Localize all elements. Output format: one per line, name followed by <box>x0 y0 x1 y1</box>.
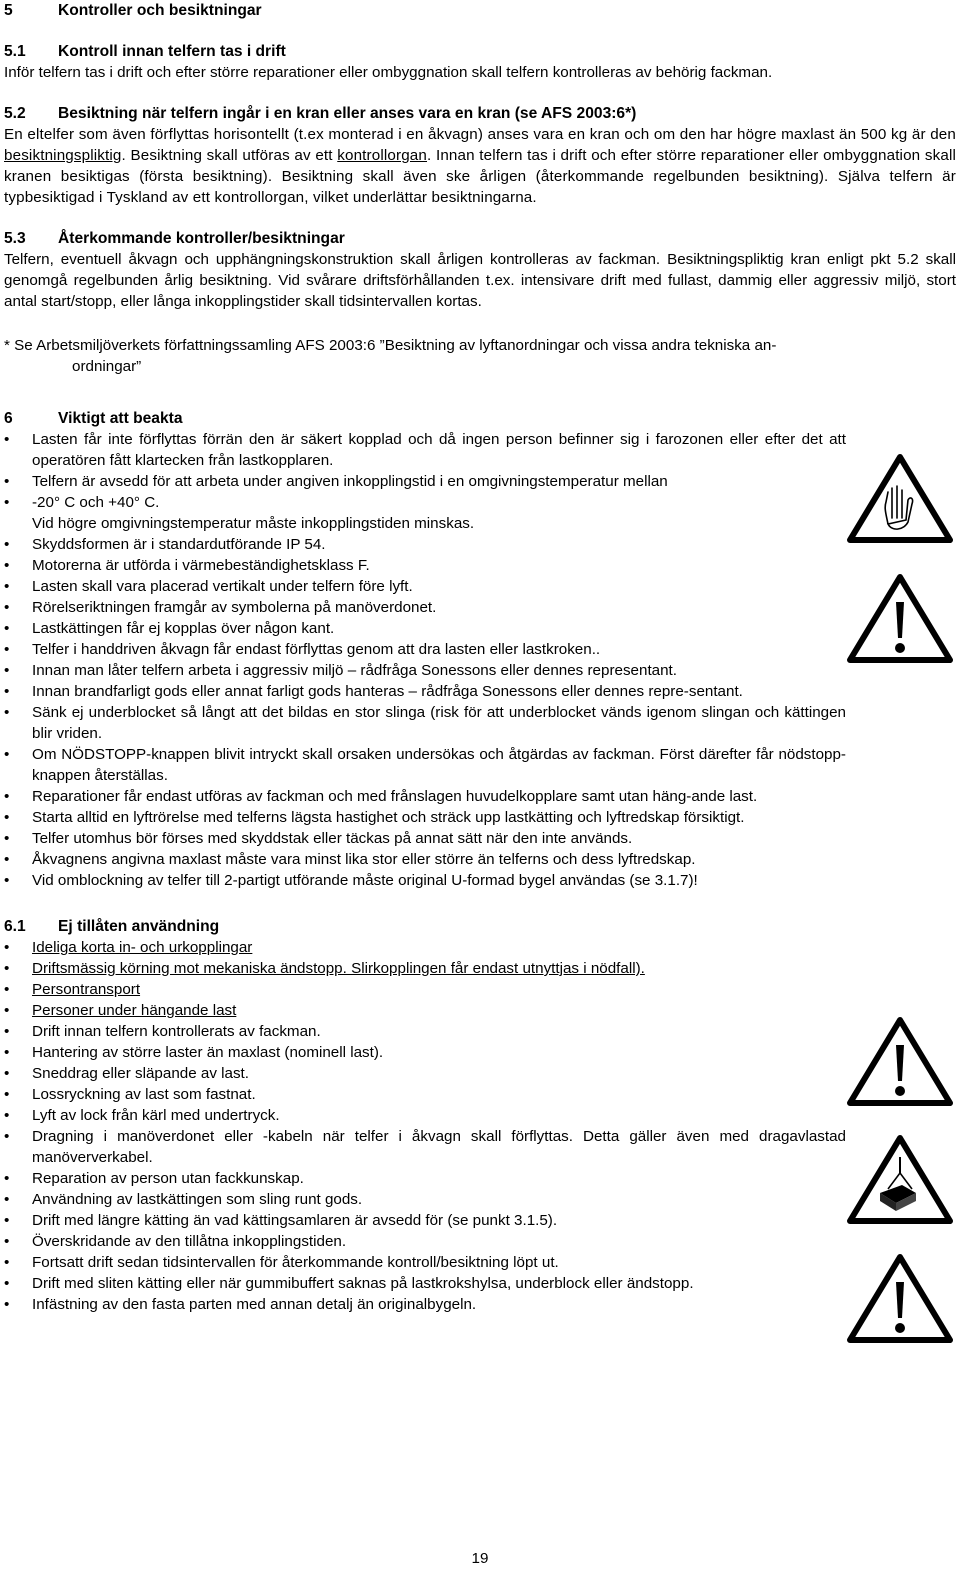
list-item <box>4 597 846 618</box>
section-number: 5.3 <box>4 230 26 247</box>
bullet: • <box>4 1296 10 1313</box>
bullet: • <box>4 1254 10 1271</box>
bullet: • <box>4 1128 10 1145</box>
bullet: • <box>4 599 10 616</box>
list-item <box>4 849 846 870</box>
bullet: • <box>4 1086 10 1103</box>
section-number: 5 <box>4 2 13 19</box>
bullet: • <box>4 620 10 637</box>
document-page <box>4 0 956 1315</box>
bullet: • <box>4 1107 10 1124</box>
list-item-text: Telfer i handdriven åkvagn får endast förflyttas genom att dra lasten eller lastkroken.. <box>32 641 601 658</box>
list-item <box>4 1126 846 1168</box>
list-item <box>4 471 846 492</box>
bullet: • <box>4 704 10 721</box>
text-run: . Innan telfern tas i drift och efter större reparationer eller ombyggnation skall kranen besiktigas (första besiktning). Besiktning skall även ske årligen (återkommande regelbunden besiktning). Själva telfern är typbesiktigad i Tyskland av ett kontrollorgan, vilket underlättar besiktningarna. <box>4 147 956 206</box>
list-item <box>4 1000 846 1021</box>
list-item-text: Lastkättingen får ej kopplas över någon kant. <box>32 620 335 637</box>
bullet: • <box>4 1023 10 1040</box>
section-6-heading <box>4 408 956 429</box>
list-item-text: Vid högre omgivningstemperatur måste inkopplingstiden minskas. <box>32 515 475 532</box>
bullet: • <box>4 788 10 805</box>
list-item <box>4 681 846 702</box>
footnote-line: ordningar” <box>72 358 142 375</box>
list-item-text: Infästning av den fasta parten med annan detalj än originalbygeln. <box>32 1296 477 1313</box>
list-item <box>4 958 846 979</box>
list-item <box>4 702 846 744</box>
bullet: • <box>4 1044 10 1061</box>
bullet: • <box>4 1233 10 1250</box>
list-item-text: Överskridande av den tillåtna inkopplingstiden. <box>32 1233 347 1250</box>
list-item-text: Personer under hängande last <box>32 1002 237 1019</box>
bullet: • <box>4 981 10 998</box>
list-item <box>4 870 846 891</box>
list-item <box>4 1252 846 1273</box>
suspended-load-warning-icon <box>846 1133 954 1225</box>
bullet: • <box>4 473 10 490</box>
list-item-text: Starta alltid en lyftrörelse med telferns lägsta hastighet och sträck upp lastkätting och lyftredskap försiktigt. <box>32 809 745 826</box>
text-run: En eltelfer som även förflyttas horisontellt (t.ex monterad i en åkvagn) anses vara en kran och om den har högre maxlast än 500 kg är den <box>4 126 956 143</box>
list-item <box>4 1084 846 1105</box>
section-title: Kontroll innan telfern tas i drift <box>58 43 286 60</box>
list-item-text: Reparationer får endast utföras av fackman och med frånslagen huvudelkopplare samt utan häng-ande last. <box>32 788 758 805</box>
section-5-3-heading <box>4 228 956 249</box>
bullet: • <box>4 1170 10 1187</box>
section-number: 6.1 <box>4 918 26 935</box>
bullet: • <box>4 431 10 448</box>
list-item <box>4 1042 846 1063</box>
list-item <box>4 513 846 534</box>
list-item-text: Rörelseriktningen framgår av symbolerna på manöverdonet. <box>32 599 437 616</box>
text-run: . Besiktning skall utföras av ett <box>121 147 338 164</box>
list-item-text: Persontransport <box>32 981 141 998</box>
prohibited-use-list <box>4 937 846 1315</box>
list-item-text: Driftsmässig körning mot mekaniska ändstopp. Slirkopplingen får endast utnyttjas i nödfall). <box>32 960 645 977</box>
section-5-1-text: Inför telfern tas i drift och efter större reparationer eller ombyggnation skall telfern kontrolleras av behörig fackman. <box>4 64 773 81</box>
bullet: • <box>4 1191 10 1208</box>
exclamation-warning-icon <box>846 572 954 664</box>
warning-signs-column <box>846 0 956 1569</box>
bullet: • <box>4 1275 10 1292</box>
section-number: 5.1 <box>4 43 26 60</box>
section-5-1-heading <box>4 41 956 62</box>
list-item-text: Lasten får inte förflyttas förrän den är säkert kopplad och då ingen person befinner sig i farozonen eller efter det att operatören fått klartecken från lastkopplaren. <box>32 431 846 469</box>
bullet: • <box>4 1212 10 1229</box>
section-5-3-text: Telfern, eventuell åkvagn och upphängningskonstruktion skall årligen kontrolleras av fackman. Besiktningspliktig kran enligt pkt 5.2 skall genomgå regelbunden årlig besiktning. Vid svårare driftsförhållanden t.ex. intensivare drift med fullast, dammig eller aggressiv miljö, stort antal start/stopp, eller långa inkopplingstider skall tidsintervallen kortas. <box>4 251 956 310</box>
bullet: • <box>4 683 10 700</box>
section-title: Kontroller och besiktningar <box>58 2 262 19</box>
list-item-text: Fortsatt drift sedan tidsintervallen för återkommande kontroll/besiktning löpt ut. <box>32 1254 559 1271</box>
list-item-text: Drift med längre kätting än vad kättingsamlaren är avsedd för (se punkt 3.1.5). <box>32 1212 558 1229</box>
list-item <box>4 979 846 1000</box>
list-item-text: Innan brandfarligt gods eller annat farligt gods hanteras – rådfråga Sonessons eller dennes repre-sentant. <box>32 683 743 700</box>
list-item-text: Reparation av person utan fackkunskap. <box>32 1170 304 1187</box>
list-item <box>4 660 846 681</box>
section-number: 5.2 <box>4 105 26 122</box>
list-item <box>4 1168 846 1189</box>
section-title: Återkommande kontroller/besiktningar <box>58 230 345 247</box>
list-item-text: Telfern är avsedd för att arbeta under angiven inkopplingstid i en omgivningstemperatur mellan <box>32 473 668 490</box>
bullet: • <box>4 830 10 847</box>
list-item <box>4 786 846 807</box>
section-title: Ej tillåten användning <box>58 918 220 935</box>
footnote <box>4 335 956 377</box>
list-item-text: Sänk ej underblocket så långt att det bildas en stor slinga (risk för att underblocket vänds igenom slingan och kättingen blir vriden. <box>32 704 846 742</box>
list-item <box>4 576 846 597</box>
section-5-heading <box>4 0 956 21</box>
bullet: • <box>4 557 10 574</box>
list-item <box>4 1105 846 1126</box>
list-item-text: Drift med sliten kätting eller när gummibuffert saknas på lastkrokshylsa, underblock eller ändstopp. <box>32 1275 694 1292</box>
list-item <box>4 1210 846 1231</box>
bullet: • <box>4 662 10 679</box>
section-5-2-heading <box>4 103 956 124</box>
list-item-text: Drift innan telfern kontrollerats av fackman. <box>32 1023 321 1040</box>
list-item <box>4 828 846 849</box>
exclamation-warning-icon <box>846 1252 954 1344</box>
section-number: 6 <box>4 410 13 427</box>
exclamation-warning-icon <box>846 1015 954 1107</box>
list-item-text: Ideliga korta in- och urkopplingar <box>32 939 253 956</box>
section-6-1-heading <box>4 916 956 937</box>
list-item <box>4 555 846 576</box>
list-item <box>4 807 846 828</box>
list-item <box>4 534 846 555</box>
list-item-text: Skyddsformen är i standardutförande IP 54. <box>32 536 326 553</box>
bullet: • <box>4 872 10 889</box>
underlined-term: kontrollorgan <box>337 147 428 164</box>
page-number: 19 <box>471 1550 489 1567</box>
footnote-line: * Se Arbetsmiljöverkets författningssamling AFS 2003:6 ”Besiktning av lyftanordningar och vissa andra tekniska an- <box>4 337 777 354</box>
bullet: • <box>4 746 10 763</box>
list-item-text: -20° C och +40° C. <box>32 494 160 511</box>
hand-warning-icon <box>846 452 954 544</box>
bullet: • <box>4 641 10 658</box>
list-item <box>4 744 846 786</box>
list-item-text: Om NÖDSTOPP-knappen blivit intryckt skall orsaken undersökas och åtgärdas av fackman. Först därefter får nödstopp-knappen återställas. <box>32 746 846 784</box>
list-item-text: Sneddrag eller släpande av last. <box>32 1065 249 1082</box>
important-notes-list <box>4 429 846 891</box>
bullet: • <box>4 939 10 956</box>
list-item-text: Lyft av lock från kärl med undertryck. <box>32 1107 280 1124</box>
list-item <box>4 937 846 958</box>
list-item-text: Innan man låter telfern arbeta i aggressiv miljö – rådfråga Sonessons eller dennes representant. <box>32 662 677 679</box>
list-item <box>4 639 846 660</box>
list-item-text: Lossryckning av last som fastnat. <box>32 1086 256 1103</box>
section-title: Viktigt att beakta <box>58 410 183 427</box>
list-item <box>4 1231 846 1252</box>
list-item <box>4 618 846 639</box>
list-item-text: Vid omblockning av telfer till 2-partigt utförande måste original U-formad bygel användas (se 3.1.7)! <box>32 872 698 889</box>
bullet: • <box>4 1065 10 1082</box>
list-item <box>4 492 846 513</box>
list-item <box>4 1294 846 1315</box>
bullet: • <box>4 494 10 511</box>
list-item <box>4 1189 846 1210</box>
bullet: • <box>4 960 10 977</box>
list-item-text: Lasten skall vara placerad vertikalt under telfern före lyft. <box>32 578 413 595</box>
list-item-text: Hantering av större laster än maxlast (nominell last). <box>32 1044 384 1061</box>
bullet: • <box>4 809 10 826</box>
bullet: • <box>4 536 10 553</box>
list-item-text: Användning av lastkättingen som sling runt gods. <box>32 1191 363 1208</box>
bullet: • <box>4 1002 10 1019</box>
section-5-2-text <box>4 124 956 208</box>
list-item <box>4 1021 846 1042</box>
underlined-term: besiktningspliktig <box>4 147 122 164</box>
list-item-text: Motorerna är utförda i värmebeständighetsklass F. <box>32 557 370 574</box>
list-item <box>4 1273 846 1294</box>
bullet: • <box>4 851 10 868</box>
list-item-text: Telfer utomhus bör förses med skyddstak eller täckas på annat sätt när den inte används. <box>32 830 633 847</box>
list-item-text: Åkvagnens angivna maxlast måste vara minst lika stor eller större än telferns och dess lyftredskap. <box>32 851 696 868</box>
section-title: Besiktning när telfern ingår i en kran eller anses vara en kran (se AFS 2003:6*) <box>58 105 637 122</box>
bullet: • <box>4 578 10 595</box>
list-item-text: Dragning i manöverdonet eller -kabeln när telfer i åkvagn skall förflyttas. Detta gäller även med dragavlastad manöververkabel. <box>32 1128 846 1166</box>
list-item <box>4 429 846 471</box>
list-item <box>4 1063 846 1084</box>
